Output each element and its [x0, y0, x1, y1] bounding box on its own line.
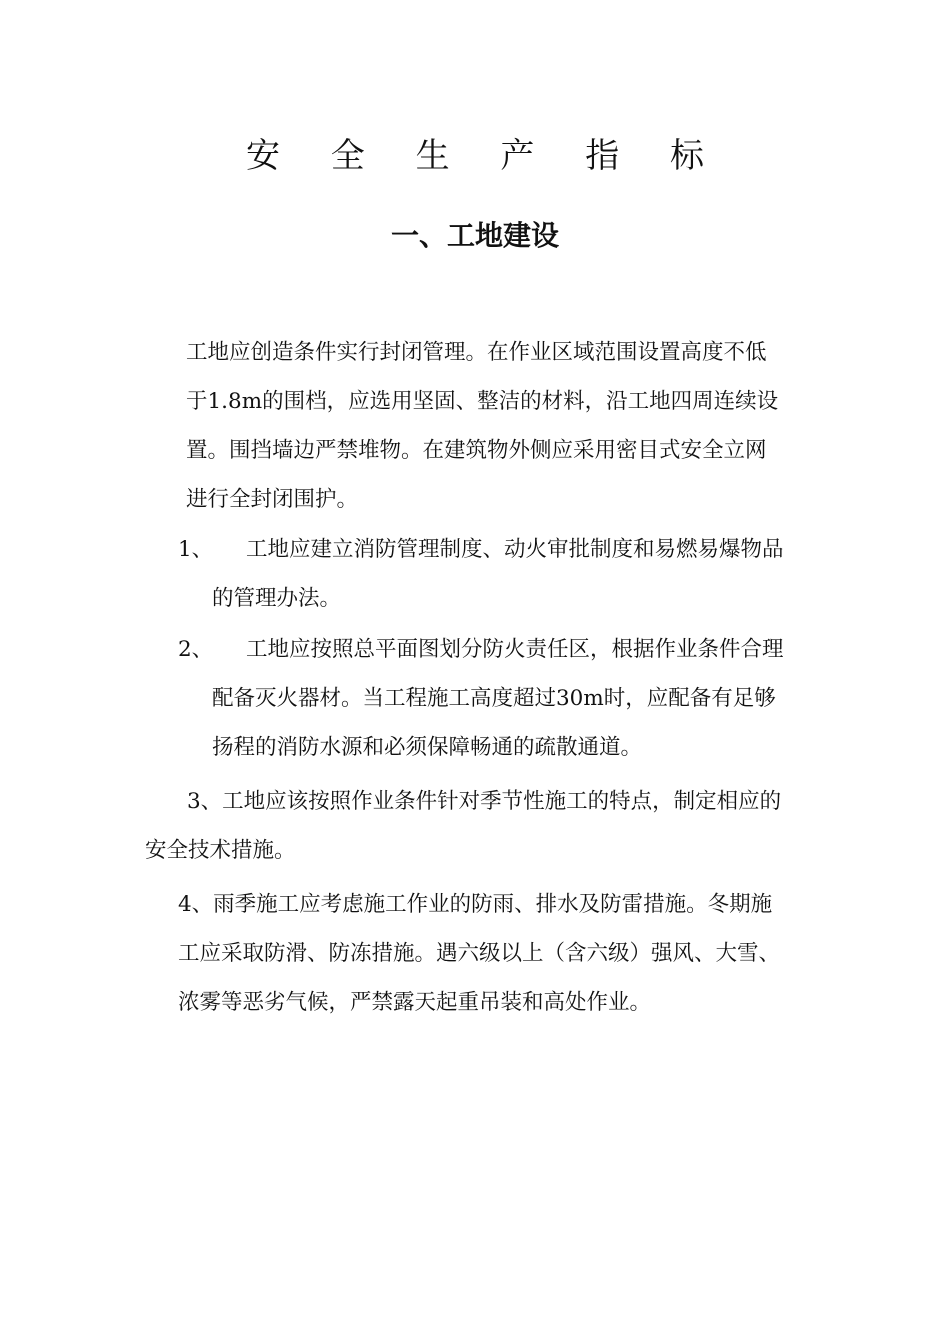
list-item-2-text-1: 工地应按照总平面图划分防火责任区，根据作业条件合理 [246, 637, 784, 662]
section-heading: 一、工地建设 [390, 219, 559, 252]
list-item-4-line-2: 工应采取防滑、防冻措施。遇六级以上（含六级）强风、大雪、 [178, 941, 781, 966]
list-item-2-line-3: 扬程的消防水源和必须保障畅通的疏散通道。 [212, 735, 643, 760]
list-item-2-line-1 [178, 625, 784, 674]
document-title: 安 全 生 产 指 标 [245, 136, 725, 176]
intro-line-4: 进行全封闭围护。 [186, 487, 359, 512]
list-item-1-text-1: 工地应建立消防管理制度、动火审批制度和易燃易爆物品 [246, 537, 784, 562]
list-item-2 [178, 625, 784, 772]
list-item-4-line-3: 浓雾等恶劣气候，严禁露天起重吊装和高处作业。 [178, 990, 652, 1015]
list-item-4-line-1: 4、雨季施工应考虑施工作业的防雨、排水及防雷措施。冬期施 [178, 892, 773, 917]
list-item-3-line-2: 安全技术措施。 [145, 838, 296, 863]
intro-line-1: 工地应创造条件实行封闭管理。在作业区域范围设置高度不低 [186, 340, 767, 365]
intro-paragraph [186, 328, 778, 524]
list-item-2-line-2: 配备灭火器材。当工程施工高度超过30m时，应配备有足够 [212, 686, 776, 711]
list-item-1 [178, 525, 784, 623]
list-item-2-number: 2、 [178, 637, 214, 662]
list-item-3 [145, 777, 781, 875]
intro-line-2: 于1.8m的围档，应选用坚固、整洁的材料，沿工地四周连续设 [186, 389, 779, 414]
list-item-1-line-2: 的管理办法。 [212, 586, 342, 611]
list-item-3-line-1: 3、工地应该按照作业条件针对季节性施工的特点，制定相应的 [187, 789, 782, 814]
list-item-4 [178, 880, 780, 1027]
list-item-1-line-1 [178, 525, 784, 574]
intro-line-3: 置。围挡墙边严禁堆物。在建筑物外侧应采用密目式安全立网 [186, 438, 767, 463]
list-item-1-number: 1、 [178, 537, 214, 562]
